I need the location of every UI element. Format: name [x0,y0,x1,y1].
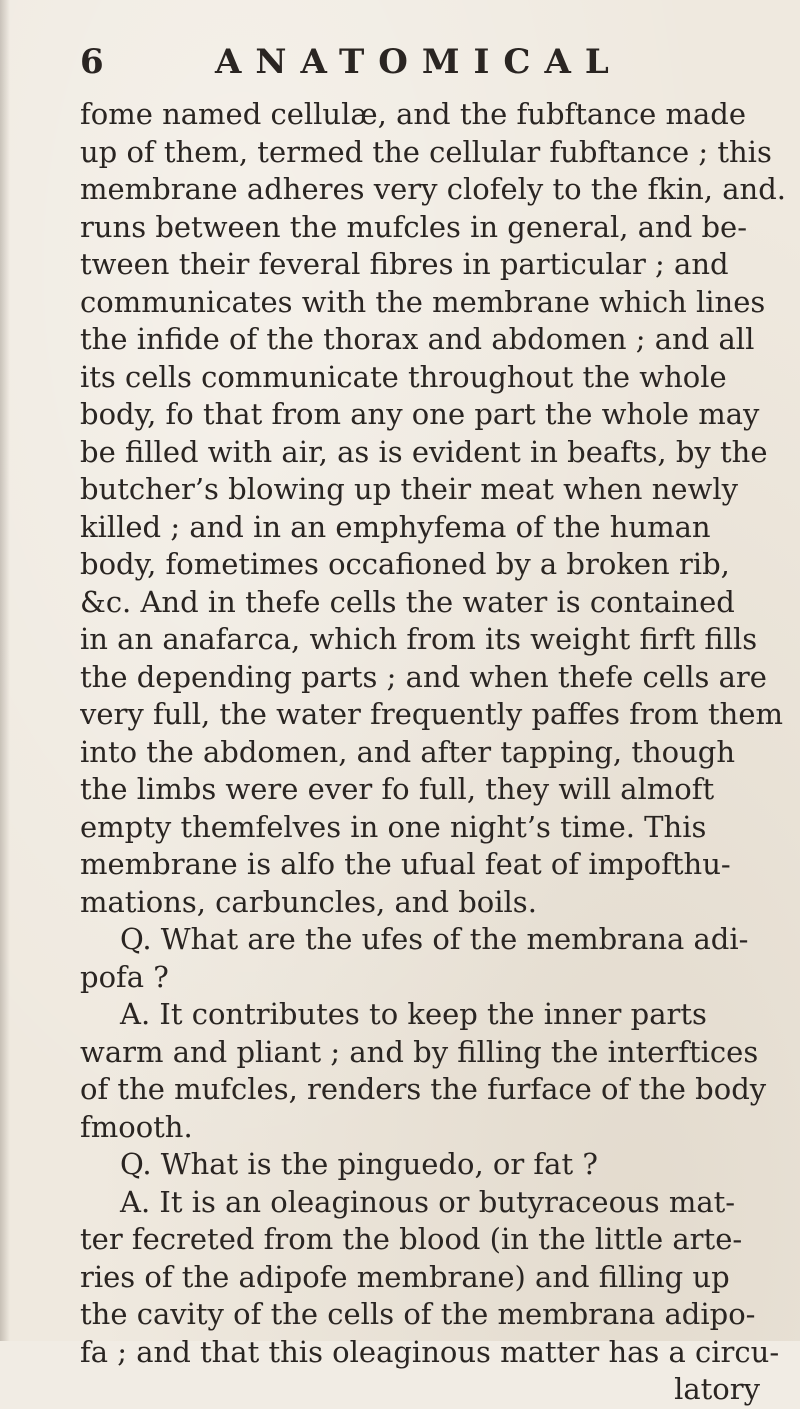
text-line: the depending parts ; and when thefe cells are [80,659,767,694]
question-line: Q. What is the pinguedo, or fat ? [120,1147,598,1181]
text-line: empty themfelves in one night’s time. This [80,809,707,844]
text-line: fa ; and that this oleaginous matter has a circu- [80,1334,780,1369]
text-line: membrane adheres very clofely to the fkin, and. [80,172,786,206]
text-line: body, fometimes occafioned by a broken rib, [80,547,730,581]
text-line: warm and pliant ; and by filling the interftices [80,1034,759,1069]
page-header [80,40,780,84]
text-line: be filled with air, as is evident in beafts, by the [80,434,768,469]
text-line: membrane is alfo the ufual feat of impofthu- [80,847,731,881]
text-line: the infide of the thorax and abdomen ; and all [80,322,755,356]
text-line: pofa ? [80,959,169,994]
text-line: up of them, termed the cellular fubftance ; this [80,134,772,169]
text-line: fmooth. [80,1109,193,1144]
text-line: very full, the water frequently paffes from them [80,697,783,731]
text-line: &c. And in thefe cells the water is contained [80,584,735,619]
text-line: into the abdomen, and after tapping, though [80,734,736,769]
text-line: runs between the mufcles in general, and be- [80,209,748,244]
text-line: the cavity of the cells of the membrana adipo- [80,1297,756,1331]
text-line: mations, carbuncles, and boils. [80,884,537,919]
text-line: butcher’s blowing up their meat when newly [80,472,739,506]
text-line: ter fecreted from the blood (in the little arte- [80,1222,743,1256]
answer-line: A. It contributes to keep the inner parts [120,997,707,1031]
text-line: in an anafarca, which from its weight firft fills [80,622,758,656]
text-line: killed ; and in an emphyfema of the human [80,509,711,544]
binding-shadow [0,0,10,1341]
text-line: of the mufcles, renders the furface of the body [80,1072,767,1106]
text-line: the limbs were ever fo full, they will almoft [80,772,715,806]
body-text [80,96,800,1409]
catchword: latory [674,1372,760,1406]
running-head: ANATOMICAL [215,42,623,82]
answer-line: A. It is an oleaginous or butyraceous mat- [120,1184,736,1219]
text-line: communicates with the membrane which lines [80,284,766,319]
text-line: its cells communicate throughout the whole [80,359,727,394]
question-line: Q. What are the ufes of the membrana adi- [120,922,749,956]
text-line: tween their feveral fibres in particular ; and [80,247,729,281]
text-line: fome named cellulæ, and the fubftance made [80,97,747,131]
text-line: body, fo that from any one part the whole may [80,397,760,431]
page-number: 6 [80,42,104,82]
text-line: ries of the adipofe membrane) and filling up [80,1259,730,1294]
